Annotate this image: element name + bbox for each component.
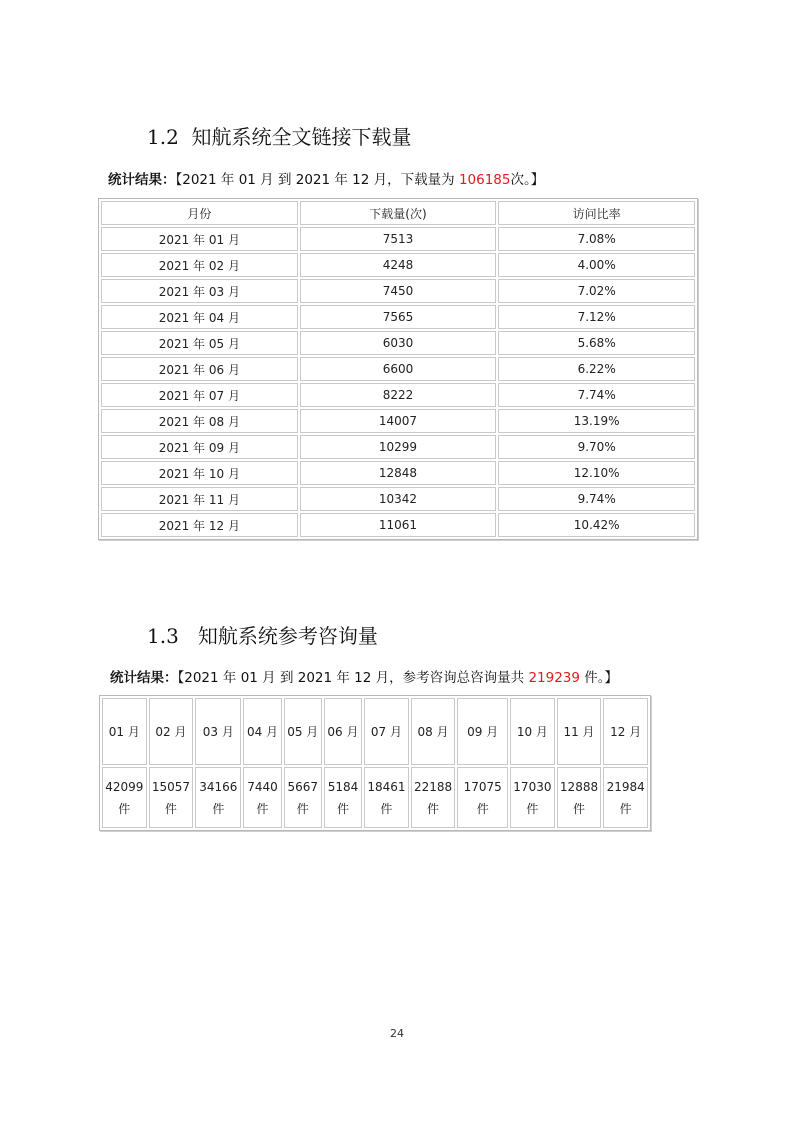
month-cell: 2021 年 01 月 [101,227,298,251]
month-header-cell: 09 月 [457,698,508,765]
month-header-cell: 12 月 [603,698,648,765]
consult-summary-prefix: 【2021 年 01 月 到 2021 年 12 月，参考咨询总咨询量共 [177,670,529,686]
count-value: 18461 [367,779,406,794]
rate-cell: 9.74% [498,487,695,511]
month-cell: 2021 年 05 月 [101,331,298,355]
month-cell: 2021 年 06 月 [101,357,298,381]
downloads-cell: 10342 [300,487,497,511]
consult-total: 219239 [528,670,580,686]
consult-summary-suffix: 件。】 [580,670,619,686]
section-1-3-number: 1.3 [147,624,179,648]
page-number: 24 [390,1027,404,1040]
count-unit: 件 [619,801,632,816]
month-header-cell: 11 月 [557,698,602,765]
table-row [101,305,695,329]
month-cell: 2021 年 02 月 [101,253,298,277]
month-header-cell: 01 月 [102,698,147,765]
consult-summary [110,666,618,686]
table-row [101,487,695,511]
consult-summary-label: 统计结果： [110,670,178,686]
count-value: 17075 [463,779,502,794]
count-cell [364,767,409,828]
month-header-cell: 10 月 [510,698,555,765]
count-cell [284,767,322,828]
rate-cell: 12.10% [498,461,695,485]
download-table-header [101,201,695,225]
count-unit: 件 [118,801,131,816]
month-cell: 2021 年 03 月 [101,279,298,303]
table-row [101,331,695,355]
downloads-cell: 10299 [300,435,497,459]
count-unit: 件 [380,801,393,816]
count-value: 22188 [413,779,453,794]
download-total: 106185 [458,172,511,188]
download-table [98,198,698,540]
downloads-cell: 12848 [300,461,497,485]
downloads-cell: 7565 [300,305,497,329]
downloads-cell: 7513 [300,227,497,251]
month-header-cell: 05 月 [284,698,322,765]
count-value: 34166 [199,779,238,794]
count-value: 12888 [559,779,599,794]
count-cell [557,767,602,828]
month-header-cell: 04 月 [243,698,281,765]
table-row [101,513,695,537]
month-header-cell: 06 月 [324,698,362,765]
downloads-cell: 14007 [300,409,497,433]
count-cell [149,767,194,828]
count-unit: 件 [256,801,269,816]
rate-cell: 4.00% [498,253,695,277]
section-1-2-title: 知航系统全文链接下载量 [191,125,412,149]
month-header-cell: 07 月 [364,698,409,765]
header-month: 月份 [101,201,298,225]
table-row [101,383,695,407]
downloads-cell: 11061 [300,513,497,537]
count-cell [243,767,281,828]
section-1-3-title: 知航系统参考咨询量 [197,624,378,648]
count-value: 15057 [151,779,191,794]
downloads-cell: 6030 [300,331,497,355]
count-cell [411,767,456,828]
downloads-cell: 6600 [300,357,497,381]
rate-cell: 7.74% [498,383,695,407]
download-summary-suffix: 次。】 [510,172,545,188]
header-downloads: 下载量(次) [300,201,497,225]
table-row [101,461,695,485]
count-value: 42099 [105,779,144,794]
downloads-cell: 7450 [300,279,497,303]
count-unit: 件 [476,801,489,816]
section-1-2-number: 1.2 [147,125,179,149]
count-unit: 件 [427,801,440,816]
count-unit: 件 [526,801,539,816]
count-value: 17030 [513,779,552,794]
count-cell [102,767,147,828]
rate-cell: 5.68% [498,331,695,355]
rate-cell: 7.02% [498,279,695,303]
month-cell: 2021 年 09 月 [101,435,298,459]
rate-cell: 13.19% [498,409,695,433]
count-value: 7440 [247,779,278,794]
month-header-cell: 08 月 [411,698,456,765]
rate-cell: 10.42% [498,513,695,537]
count-value: 21984 [606,779,645,794]
month-header-cell: 02 月 [149,698,194,765]
count-cell [603,767,648,828]
month-cell: 2021 年 12 月 [101,513,298,537]
month-cell: 2021 年 11 月 [101,487,298,511]
consult-counts-row [102,767,648,828]
count-unit: 件 [336,801,349,816]
rate-cell: 7.12% [498,305,695,329]
count-cell [457,767,508,828]
rate-cell: 7.08% [498,227,695,251]
month-cell: 2021 年 10 月 [101,461,298,485]
count-unit: 件 [212,801,225,816]
rate-cell: 9.70% [498,435,695,459]
table-row [101,227,695,251]
month-cell: 2021 年 04 月 [101,305,298,329]
month-cell: 2021 年 07 月 [101,383,298,407]
rate-cell: 6.22% [498,357,695,381]
consult-months-row [102,698,648,765]
count-unit: 件 [164,801,177,816]
download-summary-prefix: 【2021 年 01 月 到 2021 年 12 月，下载量为 [175,172,459,188]
count-cell [195,767,241,828]
month-header-cell: 03 月 [195,698,241,765]
header-rate: 访问比率 [498,201,695,225]
downloads-cell: 8222 [300,383,497,407]
table-row [101,253,695,277]
count-unit: 件 [573,801,586,816]
table-row [101,409,695,433]
table-row [101,279,695,303]
count-value: 5667 [287,779,319,794]
consult-table [99,695,651,831]
download-summary-label: 统计结果： [108,172,176,188]
section-1-2-heading [147,121,412,150]
count-unit: 件 [296,801,309,816]
table-row [101,357,695,381]
count-value: 5184 [327,779,359,794]
downloads-cell: 4248 [300,253,497,277]
count-cell [324,767,362,828]
table-row [101,435,695,459]
count-cell [510,767,555,828]
month-cell: 2021 年 08 月 [101,409,298,433]
section-1-3-heading [147,620,378,649]
download-summary [108,168,544,188]
